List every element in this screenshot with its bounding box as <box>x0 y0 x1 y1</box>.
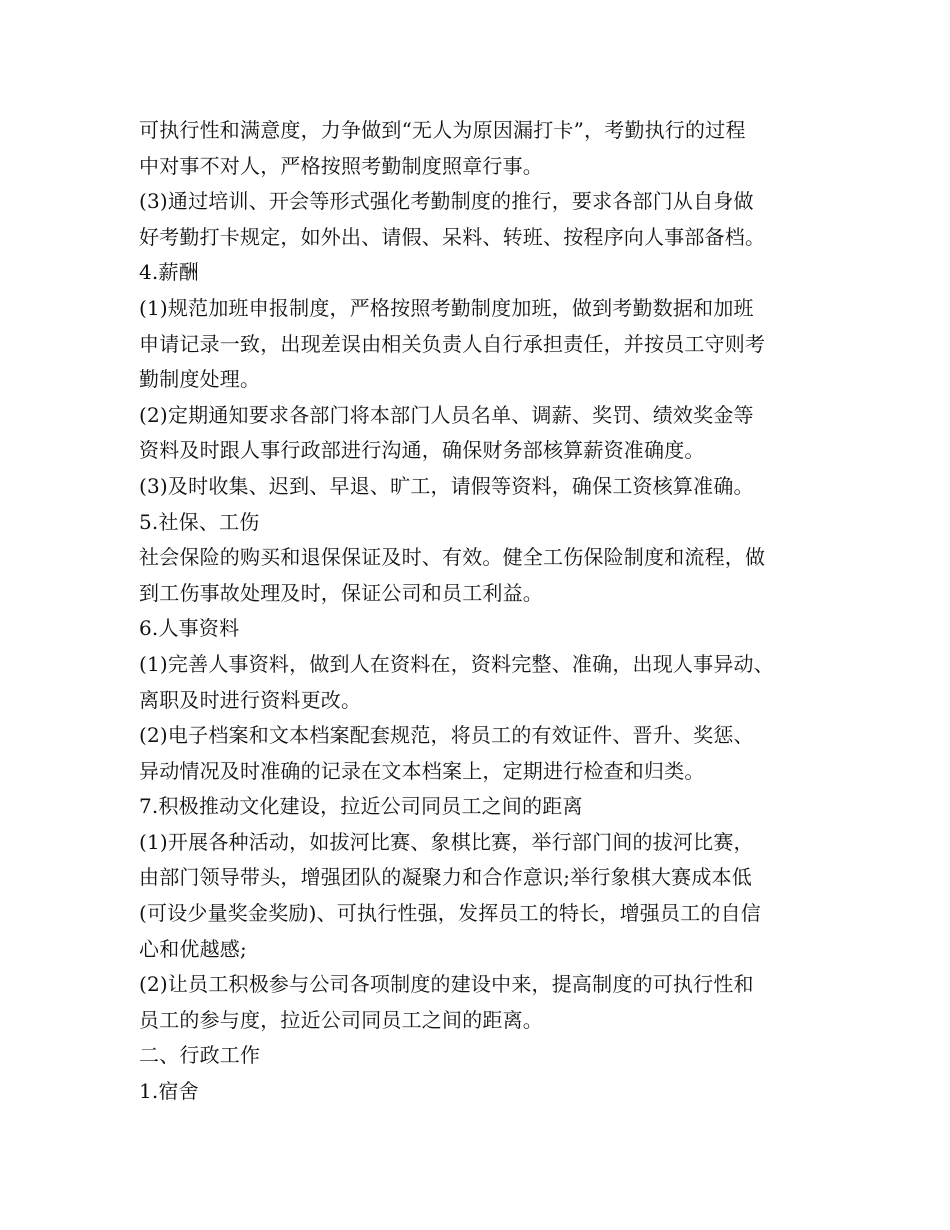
document-body <box>139 114 899 1111</box>
section-heading-hr-records: 6.人事资料 <box>139 616 240 641</box>
text-line-11: (3)及时收集、迟到、早退、旷工，请假等资料，确保工资核算准确。 <box>139 473 754 498</box>
text-line-24: 心和优越感; <box>139 936 247 961</box>
text-line-26: 员工的参与度，拉近公司同员工之间的距离。 <box>139 1007 543 1032</box>
text-line-13: 社会保险的购买和退保保证及时、有效。健全工伤保险制度和流程，做 <box>139 545 766 570</box>
section-heading-administration: 二、行政工作 <box>139 1043 261 1068</box>
text-line-6: (1)规范加班申报制度，严格按照考勤制度加班，做到考勤数据和加班 <box>139 295 754 320</box>
text-line-8: 勤制度处理。 <box>139 367 261 392</box>
text-line-3: (3)通过培训、开会等形式强化考勤制度的推行，要求各部门从自身做 <box>139 189 754 214</box>
text-line-18: (2)电子档案和文本档案配套规范，将员工的有效证件、晋升、奖惩、 <box>139 723 754 748</box>
text-line-10: 资料及时跟人事行政部进行沟通，确保财务部核算薪资准确度。 <box>139 438 705 463</box>
text-line-2: 中对事不对人，严格按照考勤制度照章行事。 <box>139 153 543 178</box>
text-line-14: 到工伤事故处理及时，保证公司和员工利益。 <box>139 580 543 605</box>
text-line-19: 异动情况及时准确的记录在文本档案上，定期进行检查和归类。 <box>139 758 705 783</box>
text-line-23: (可设少量奖金奖励)、可执行性强，发挥员工的特长，增强员工的自信 <box>139 901 762 926</box>
text-line-16: (1)完善人事资料，做到人在资料在，资料完整、准确，出现人事异动、 <box>139 651 774 676</box>
text-line-25: (2)让员工积极参与公司各项制度的建设中来，提高制度的可执行性和 <box>139 972 754 997</box>
text-line-4: 好考勤打卡规定，如外出、请假、呆料、转班、按程序向人事部备档。 <box>139 224 766 249</box>
section-heading-dormitory: 1.宿舍 <box>139 1079 199 1104</box>
text-line-21: (1)开展各种活动，如拔河比赛、象棋比赛，举行部门间的拔河比赛， <box>139 829 754 854</box>
section-heading-culture: 7.积极推动文化建设，拉近公司同员工之间的距离 <box>139 794 583 819</box>
text-line-17: 离职及时进行资料更改。 <box>139 687 362 712</box>
text-line-7: 申请记录一致，出现差误由相关负责人自行承担责任，并按员工守则考 <box>139 331 766 356</box>
section-heading-salary: 4.薪酬 <box>139 260 199 285</box>
text-line-1: 可执行性和满意度，力争做到“无人为原因漏打卡”，考勤执行的过程 <box>139 118 746 142</box>
text-line-9: (2)定期通知要求各部门将本部门人员名单、调薪、奖罚、绩效奖金等 <box>139 402 754 427</box>
text-line-22: 由部门领导带头，增强团队的凝聚力和合作意识;举行象棋大赛成本低 <box>139 865 752 890</box>
section-heading-social-insurance: 5.社保、工伤 <box>139 509 260 534</box>
